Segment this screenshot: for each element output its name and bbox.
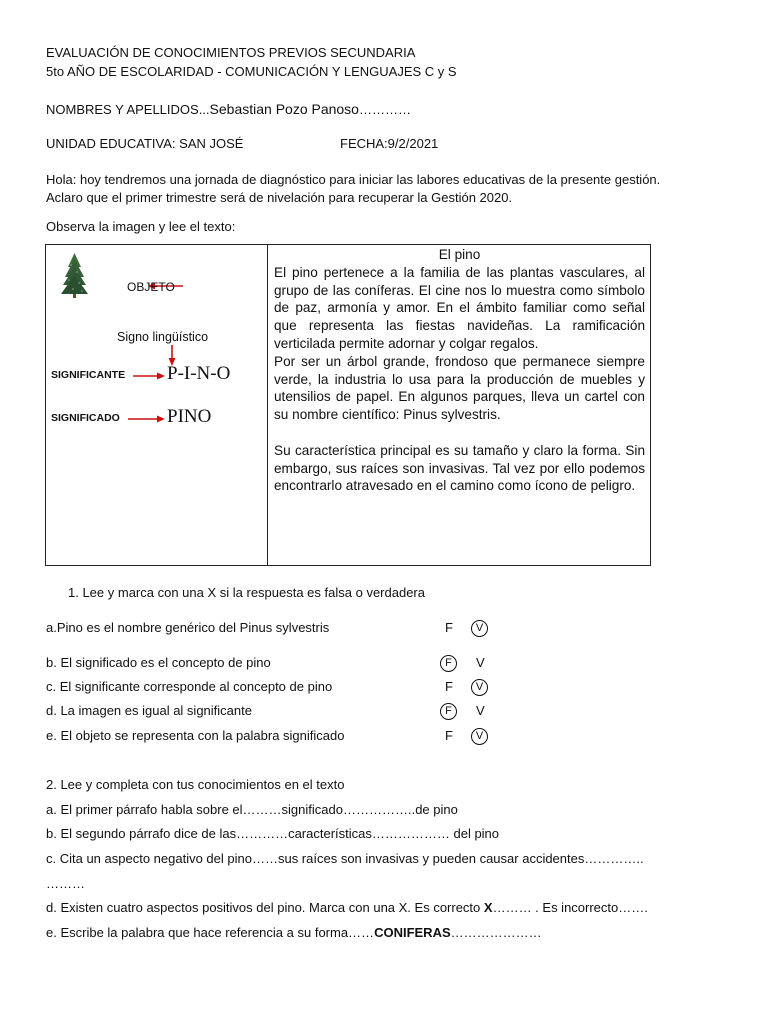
answer-d-tail: ……… . Es incorrecto……. bbox=[492, 900, 648, 915]
answer-d-mark: X bbox=[483, 900, 493, 915]
reading-paragraph-3: Su característica principal es su tamaño y claro la forma. Sin embargo, sus raíces son invasivas. Tal vez por ello podemos encontrarlo atravesado en el camino como ícono de peligro. bbox=[274, 442, 645, 494]
false-option[interactable] bbox=[445, 620, 453, 636]
reading-paragraph-1: El pino pertenece a la familia de las plantas vasculares, al grupo de las coníferas. El cine nos lo muestra como símbolo de paz, armonía y amor. En el ámbito familiar como señal que representa las fiestas navideñas. La ramificación verticilada permite adornar y colgar regalos. bbox=[274, 264, 645, 351]
significado-value: PINO bbox=[167, 406, 212, 427]
reading-text bbox=[274, 246, 645, 495]
answer-e bbox=[46, 925, 542, 941]
answer-e-value: CONIFERAS bbox=[374, 925, 451, 940]
tf-statement: b. El significado es el concepto de pino bbox=[46, 655, 271, 670]
false-option-label: F bbox=[445, 620, 453, 635]
true-option-label: V bbox=[476, 703, 485, 718]
answer-c: c. Cita un aspecto negativo del pino……sus raíces son invasivas y pueden causar accidentes………….. bbox=[46, 851, 644, 866]
reading-title: El pino bbox=[438, 247, 481, 262]
false-option-label: F bbox=[445, 728, 453, 743]
true-option-label: V bbox=[471, 620, 488, 637]
true-option[interactable] bbox=[476, 703, 485, 719]
false-option[interactable] bbox=[440, 702, 457, 720]
significante-value: P-I-N-O bbox=[167, 363, 231, 384]
true-option-label: V bbox=[476, 655, 485, 670]
false-option[interactable] bbox=[445, 728, 453, 744]
intro-line-2: Aclaro que el primer trimestre será de nivelación para recuperar la Gestión 2020. bbox=[46, 190, 513, 205]
true-option-label: V bbox=[471, 728, 488, 745]
significado-label: SIGNIFICADO bbox=[51, 412, 120, 424]
answer-d bbox=[46, 900, 648, 916]
answer-a: a. El primer párrafo habla sobre el………significado……………..de pino bbox=[46, 802, 458, 817]
answer-c-continuation: ……… bbox=[46, 876, 85, 891]
tf-statement: d. La imagen es igual al significante bbox=[46, 703, 252, 718]
false-option-label: F bbox=[440, 703, 457, 720]
true-option[interactable] bbox=[471, 727, 488, 745]
false-option-label: F bbox=[445, 679, 453, 694]
false-option[interactable] bbox=[445, 679, 453, 695]
pine-tree-icon bbox=[61, 253, 88, 298]
date-field: FECHA:9/2/2021 bbox=[340, 136, 439, 151]
true-option[interactable] bbox=[476, 655, 485, 671]
false-option-label: F bbox=[440, 655, 457, 672]
objeto-label: OBJETO bbox=[127, 280, 175, 294]
true-option[interactable] bbox=[471, 678, 488, 696]
box-divider bbox=[267, 245, 268, 565]
intro-line-1: Hola: hoy tendremos una jornada de diagnóstico para iniciar las labores educativas de la presente gestión. bbox=[46, 172, 661, 187]
answer-e-text: e. Escribe la palabra que hace referencia a su forma…… bbox=[46, 925, 375, 940]
arrows bbox=[128, 283, 183, 423]
names-dots: ………… bbox=[358, 102, 411, 117]
header-title: EVALUACIÓN DE CONOCIMIENTOS PREVIOS SECUNDARIA bbox=[46, 45, 416, 60]
true-option[interactable] bbox=[471, 619, 488, 637]
true-option-label: V bbox=[471, 679, 488, 696]
school-field: UNIDAD EDUCATIVA: SAN JOSÉ bbox=[46, 136, 244, 151]
instruction: Observa la imagen y lee el texto: bbox=[46, 219, 236, 234]
answer-d-text: d. Existen cuatro aspectos positivos del pino. Marca con una X. Es correcto bbox=[46, 900, 484, 915]
section1-title: 1. Lee y marca con una X si la respuesta es falsa o verdadera bbox=[68, 585, 425, 600]
names-label: NOMBRES Y APELLIDOS... bbox=[46, 102, 210, 117]
tf-statement: e. El objeto se representa con la palabra significado bbox=[46, 728, 345, 743]
answer-e-dots: ………………… bbox=[450, 925, 542, 940]
tf-statement: c. El significante corresponde al concepto de pino bbox=[46, 679, 333, 694]
names-line bbox=[46, 101, 411, 118]
header-subtitle: 5to AÑO DE ESCOLARIDAD - COMUNICACIÓN Y LENGUAJES C y S bbox=[46, 64, 457, 79]
significante-label: SIGNIFICANTE bbox=[51, 369, 126, 381]
names-value: Sebastian Pozo Panoso bbox=[209, 101, 359, 117]
false-option[interactable] bbox=[440, 654, 457, 672]
section2-title: 2. Lee y completa con tus conocimientos en el texto bbox=[46, 777, 345, 792]
signo-label: Signo lingüístico bbox=[117, 330, 209, 344]
tf-statement: a.Pino es el nombre genérico del Pinus sylvestris bbox=[46, 620, 330, 635]
reading-paragraph-2: Por ser un árbol grande, frondoso que permanece siempre verde, la industria lo usa para la producción de muebles y utensilios de papel. En algunos parques, lleva un cartel con su nombre científico: Pinus sylvestris. bbox=[274, 353, 645, 423]
reading-box bbox=[45, 244, 651, 566]
answer-b: b. El segundo párrafo dice de las…………características……………… del pino bbox=[46, 826, 500, 841]
